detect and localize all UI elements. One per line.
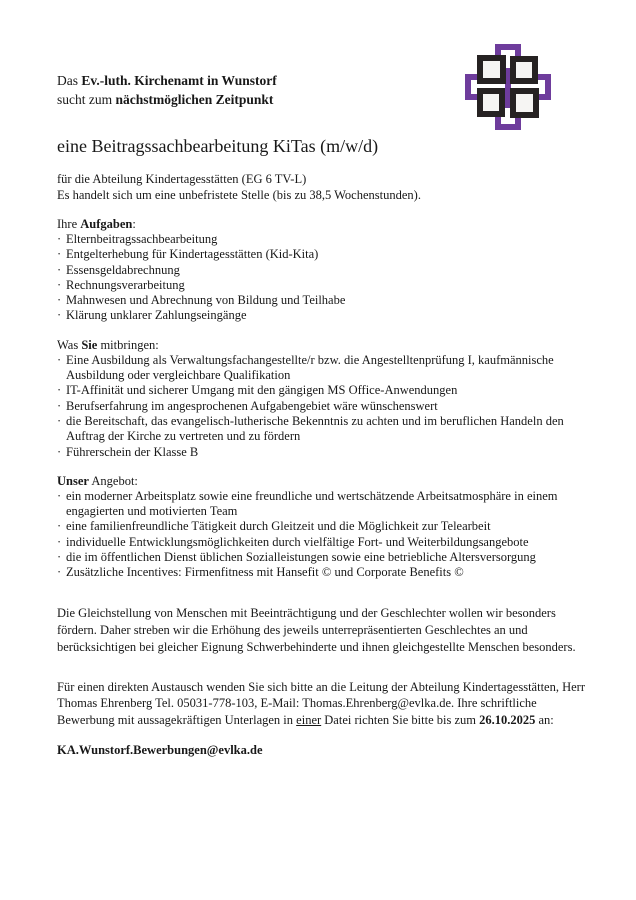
bullet-item xyxy=(57,383,590,398)
bullet-text: Berufserfahrung im angesprochenen Aufgabengebiet wäre wünschenswert xyxy=(66,398,438,413)
aufgaben-list xyxy=(57,232,590,324)
bullet-marker: · xyxy=(57,550,62,565)
text-run: Aufgaben xyxy=(80,217,133,231)
bullet-text: Elternbeitragssachbearbeitung xyxy=(66,232,218,246)
bullet-item xyxy=(57,232,590,247)
bullet-text: individuelle Entwicklungsmöglichkeiten durch vielfältige Fort- und Weiterbildungsangebote xyxy=(66,534,529,549)
bullet-text: die Bereitschaft, das evangelisch-lutherische Bekenntnis zu achten und im beruflichen Handeln den Auftrag der Kirche zu vertreten und zu fördern xyxy=(66,413,564,444)
bullet-marker: · xyxy=(57,352,62,367)
bullet-marker: · xyxy=(57,277,62,292)
text-run: mitbringen: xyxy=(97,337,159,352)
bullet-item xyxy=(57,445,590,460)
bullet-item xyxy=(57,519,590,534)
text-run: Für einen direkten Austausch wenden Sie sich bitte an die Leitung der Abteilung Kindertagesstätten, Herr Thomas Ehrenberg Tel. 05031-778-103, E-Mail: Thomas.Ehrenberg@evlka.de. Ihre schriftliche Bewerbung mit aussagekräftigen Unterlagen in xyxy=(57,679,585,727)
bullet-text: Führerschein der Klasse B xyxy=(66,444,199,459)
bullet-item xyxy=(57,414,590,445)
bullet-item xyxy=(57,550,590,565)
bullet-item xyxy=(57,293,590,308)
text-run: 26.10.2025 xyxy=(479,712,536,727)
intro-line-contract: Es handelt sich um eine unbefristete Stelle (bis zu 38,5 Wochenstunden). xyxy=(57,188,421,202)
text-run: Ihre xyxy=(57,217,81,231)
bullet-marker: · xyxy=(57,262,62,277)
text-run: einer xyxy=(296,712,322,727)
text-run: nächstmöglichen Zeitpunkt xyxy=(115,92,274,107)
bullet-text: Essensgeldabrechnung xyxy=(66,262,180,277)
bullet-marker: · xyxy=(57,383,62,398)
bullet-item xyxy=(57,535,590,550)
bullet-item xyxy=(57,489,590,520)
application-email: KA.Wunstorf.Bewerbungen@evlka.de xyxy=(57,743,263,758)
text-run: Unser xyxy=(57,473,89,488)
church-cross-logo-icon xyxy=(463,42,553,132)
bullet-text: eine familienfreundliche Tätigkeit durch Gleitzeit und die Möglichkeit zur Telearbeit xyxy=(66,519,491,534)
bullet-marker: · xyxy=(57,488,62,503)
section-mitbringen xyxy=(57,337,590,460)
bullet-item xyxy=(57,247,590,262)
job-title: eine Beitragssachbearbeitung KiTas (m/w/d) xyxy=(57,136,379,156)
bullet-text: Rechnungsverarbeitung xyxy=(66,277,185,292)
intro-block xyxy=(57,171,590,203)
church-cross-logo-svg xyxy=(463,42,553,132)
bullet-marker: · xyxy=(57,413,62,428)
bullet-item xyxy=(57,278,590,293)
section-heading-mitbringen xyxy=(57,337,590,353)
section-heading-angebot xyxy=(57,473,590,489)
text-run: sucht zum xyxy=(57,92,116,107)
bullet-text: Klärung unklarer Zahlungseingänge xyxy=(66,308,247,323)
text-run: Datei richten Sie bitte bis zum xyxy=(321,712,480,727)
contact-paragraph xyxy=(57,679,590,729)
text-run: Das xyxy=(57,73,82,88)
bullet-text: die im öffentlichen Dienst üblichen Sozialleistungen sowie eine betriebliche Altersversorgung xyxy=(66,550,536,565)
bullet-marker: · xyxy=(57,247,62,262)
intro-line-department: für die Abteilung Kindertagesstätten (EG 6 TV-L) xyxy=(57,172,307,186)
text-run: Ev.-luth. Kirchenamt in Wunstorf xyxy=(81,73,277,88)
bullet-marker: · xyxy=(57,519,62,534)
bullet-item xyxy=(57,565,590,580)
bullet-item xyxy=(57,399,590,414)
bullet-marker: · xyxy=(57,398,62,413)
angebot-list xyxy=(57,489,590,581)
text-run: Angebot: xyxy=(88,473,138,488)
section-heading-aufgaben xyxy=(57,216,590,232)
section-angebot xyxy=(57,473,590,581)
bullet-marker: · xyxy=(57,565,62,580)
bullet-marker: · xyxy=(57,308,62,323)
equality-statement: Die Gleichstellung von Menschen mit Beeinträchtigung und der Geschlechter wollen wir besonders fördern. Daher streben wir die Erhöhung des jeweils unterrepräsentierten Geschlechtes an und berücksichtigen bei gleicher Eignung Schwerbehinderte und ihnen gleichgestellte Menschen besonders. xyxy=(57,605,576,654)
bullet-text: Entgelterhebung für Kindertagesstätten (Kid-Kita) xyxy=(66,247,319,262)
bullet-marker: · xyxy=(57,293,62,308)
bullet-text: ein moderner Arbeitsplatz sowie eine freundliche und wertschätzende Arbeitsatmosphäre in einem engagierten und motivierten Team xyxy=(66,488,558,519)
bullet-item xyxy=(57,353,590,384)
bullet-text: IT-Affinität und sicherer Umgang mit den gängigen MS Office-Anwendungen xyxy=(66,383,458,398)
bullet-text: Mahnwesen und Abrechnung von Bildung und Teilhabe xyxy=(66,293,346,308)
section-aufgaben xyxy=(57,216,590,324)
bullet-item xyxy=(57,308,590,323)
bullet-marker: · xyxy=(57,534,62,549)
bullet-item xyxy=(57,263,590,278)
bullet-text: Zusätzliche Incentives: Firmenfitness mit Hansefit © und Corporate Benefits © xyxy=(66,565,464,580)
mitbringen-list xyxy=(57,353,590,460)
text-run: : xyxy=(132,217,136,231)
text-run: an: xyxy=(535,712,554,727)
text-run: Sie xyxy=(81,337,98,352)
text-run: Was xyxy=(57,337,82,352)
bullet-text: Eine Ausbildung als Verwaltungsfachangestellte/r bzw. die Angestelltenprüfung I, kaufmännische Ausbildung oder vergleichbare Qualifikation xyxy=(66,352,554,383)
bullet-marker: · xyxy=(57,232,62,246)
bullet-marker: · xyxy=(57,444,62,459)
